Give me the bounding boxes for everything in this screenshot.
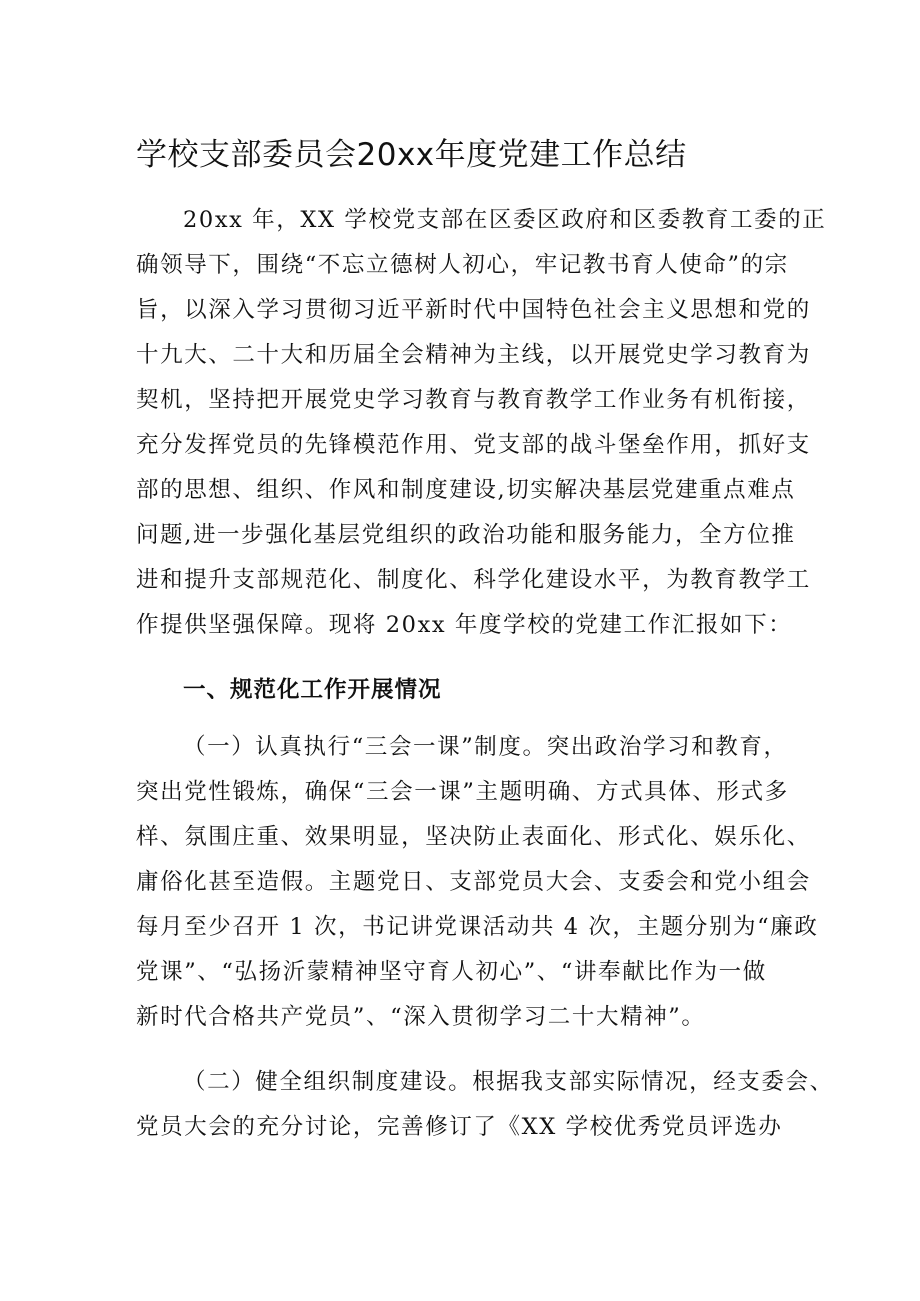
paragraph-line: （二）健全组织制度建设。根据我支部实际情况，经支委会、 — [183, 1069, 834, 1095]
document-title: 学校支部委员会20xx年度党建工作总结 — [136, 137, 687, 173]
paragraph-line: 十九大、二十大和历届全会精神为主线，以开展党史学习教育为 — [136, 342, 811, 368]
paragraph-line: （一）认真执行“三会一课”制度。突出政治学习和教育， — [183, 734, 788, 760]
paragraph-line: 每月至少召开 1 次，书记讲党课活动共 4 次，主题分别为“廉政 — [136, 914, 819, 940]
paragraph-line: 新时代合格共产党员”、“深入贯彻学习二十大精神”。 — [136, 1004, 706, 1030]
paragraph-line: 突出党性锻炼，确保“三会一课”主题明确、方式具体、形式多 — [136, 779, 789, 805]
paragraph-line: 庸俗化甚至造假。主题党日、支部党员大会、支委会和党小组会 — [136, 869, 811, 895]
paragraph-line: 样、氛围庄重、效果明显，坚决防止表面化、形式化、娱乐化、 — [136, 824, 811, 850]
paragraph-line: 确领导下，围绕“不忘立德树人初心，牢记教书育人使命”的宗 — [136, 252, 789, 278]
paragraph-line: 20xx 年，XX 学校党支部在区委区政府和区委教育工委的正 — [183, 207, 827, 233]
paragraph-line: 党员大会的充分讨论，完善修订了《XX 学校优秀党员评选办 — [136, 1114, 783, 1140]
paragraph-line: 问题,进一步强化基层党组织的政治功能和服务能力，全方位推 — [136, 522, 796, 548]
paragraph-line: 部的思想、组织、作风和制度建设,切实解决基层党建重点难点 — [136, 477, 796, 503]
paragraph-line: 作提供坚强保障。现将 20xx 年度学校的党建工作汇报如下： — [136, 612, 793, 638]
paragraph-line: 党课”、“弘扬沂蒙精神坚守育人初心”、“讲奉献比作为一做 — [136, 959, 767, 985]
section-heading: 一、规范化工作开展情况 — [183, 677, 442, 703]
paragraph-line: 旨，以深入学习贯彻习近平新时代中国特色社会主义思想和党的 — [136, 297, 811, 323]
paragraph-line: 契机，坚持把开展党史学习教育与教育教学工作业务有机衔接， — [136, 387, 811, 413]
paragraph-line: 进和提升支部规范化、制度化、科学化建设水平，为教育教学工 — [136, 567, 811, 593]
paragraph-line: 充分发挥党员的先锋模范作用、党支部的战斗堡垒作用，抓好支 — [136, 432, 811, 458]
